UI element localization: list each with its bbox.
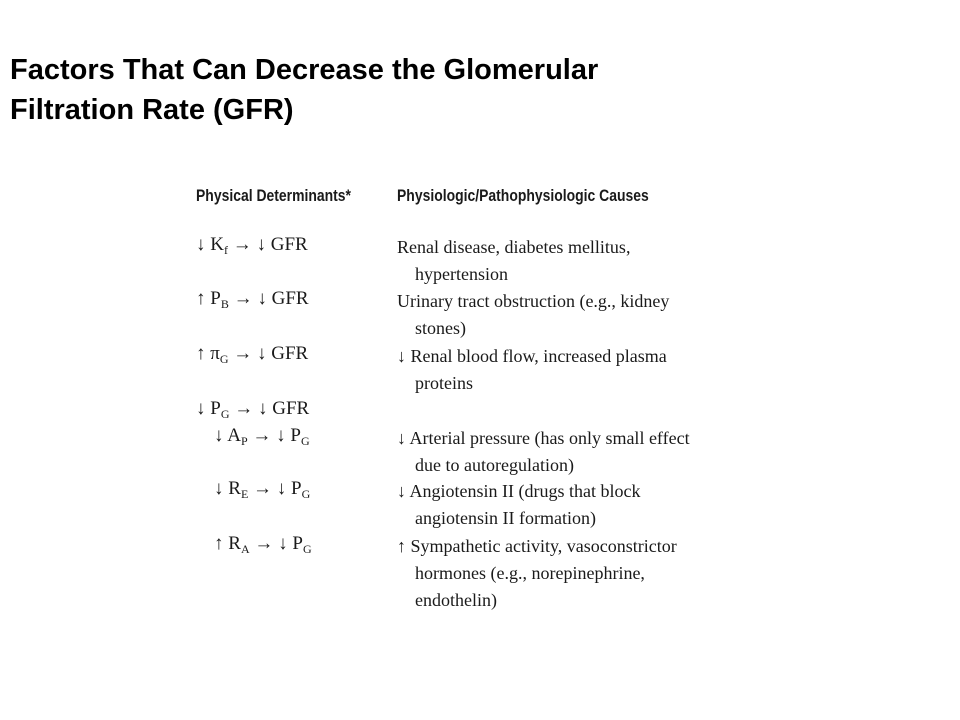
determinant-pb: ↑ $P_B$ → ↓ GFR [196,288,309,311]
cause-pb: Urinary tract obstruction (e.g., kidney stones) [397,291,670,338]
determinant-ra: ↑ $R_A$ → ↓ $P_G$ [214,533,312,556]
determinant-pi-g: ↑ $\pi_G$ → ↓ GFR [196,343,309,366]
gfr-factors-table [196,180,756,620]
cause-ra: ↑ Sympathetic activity, vasoconstrictor hormones (e.g., norepinephrine, endothelin) [397,536,677,610]
header-causes: Physiologic/Pathophysiologic Causes [397,186,649,205]
determinant-pg: ↓ $P_G$ → ↓ GFR [196,398,310,421]
cause-kf: Renal disease, diabetes mellitus, hypertension [397,237,631,284]
determinant-re: ↓ $R_E$ → ↓ $P_G$ [214,478,311,501]
cause-re: ↓ Angiotensin II (drugs that block angiotensin II formation) [397,481,641,528]
slide-title-line-1: Factors That Can Decrease the Glomerular [10,54,599,86]
slide-title-line-2: Filtration Rate (GFR) [10,94,294,126]
slide-title [10,50,910,130]
determinant-kf: ↓ $K_f$ → ↓ GFR [196,234,308,257]
cause-pi-g: ↓ Renal blood flow, increased plasma proteins [397,346,667,393]
determinant-ap: ↓ $A_P$ → ↓ $P_G$ [214,425,310,448]
cause-ap: ↓ Arterial pressure (has only small effect due to autoregulation) [397,428,690,475]
header-physical-determinants: Physical Determinants* [196,186,351,205]
